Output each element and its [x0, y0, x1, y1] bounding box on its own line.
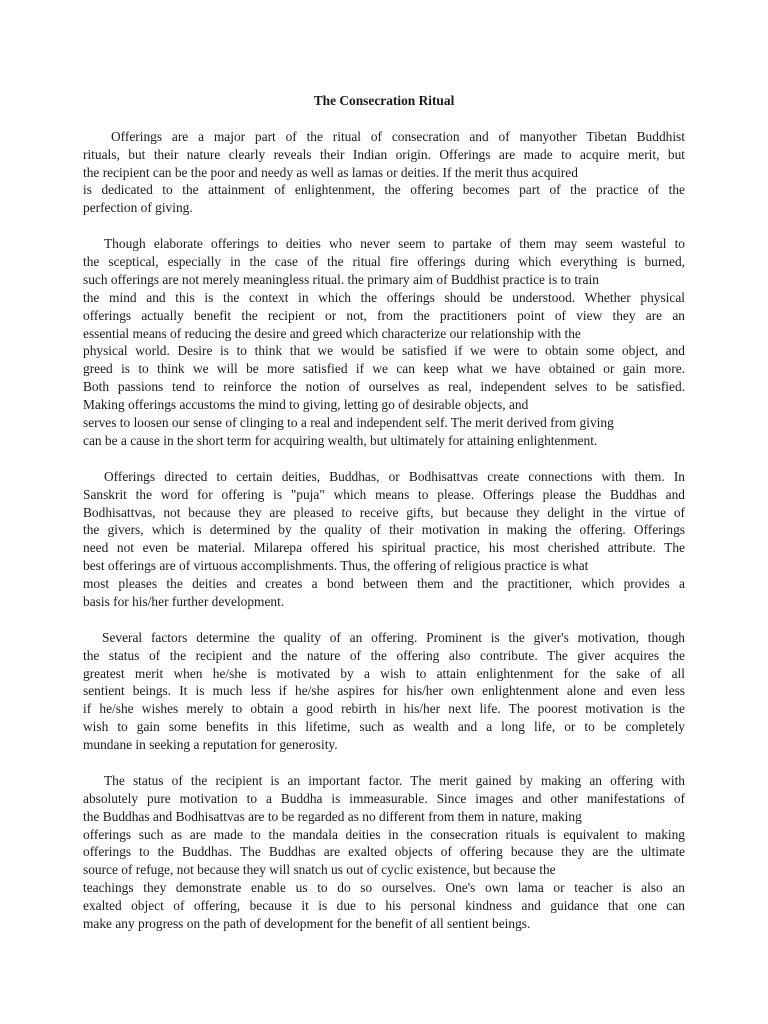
text-line: basis for his/her further development. [83, 593, 285, 609]
text-line: Offerings directed to certain deities, Buddhas, or Bodhisattvas create connections with them. In [104, 468, 685, 484]
text-line: the sceptical, especially in the case of the ritual fire offerings during which everything is burned, [83, 254, 685, 270]
text-line: Several factors determine the quality of an offering. Prominent is the giver's motivation, though [102, 629, 685, 645]
text-line: The status of the recipient is an important factor. The merit gained by making an offering with [104, 772, 685, 788]
text-line: if he/she wishes merely to obtain a good rebirth in his/her next life. The poorest motivation is the [83, 701, 685, 717]
text-line: essential means of reducing the desire and greed which characterize our relationship with the [83, 325, 581, 341]
text-line: Both passions tend to reinforce the notion of ourselves as real, independent selves to be satisfied. [83, 379, 685, 395]
text-line: the givers, which is determined by the quality of their motivation in making the offering. Offerings [83, 522, 685, 538]
text-line: make any progress on the path of development for the benefit of all sentient beings. [83, 915, 531, 931]
paragraph-status-recipient [83, 772, 685, 933]
text-line: the Buddhas and Bodhisattvas are to be regarded as no different from them in nature, making [83, 808, 582, 824]
paragraph-elaborate-offerings [83, 235, 685, 450]
text-line: source of refuge, not because they will snatch us out of cyclic existence, but because the [83, 862, 556, 878]
paragraph-several-factors [83, 629, 685, 754]
text-line: rituals, but their nature clearly reveals their Indian origin. Offerings are made to acquire merit, but [83, 146, 685, 162]
text-line: greed is to think we will be more satisfied if we can keep what we have obtained or gain more. [83, 361, 685, 377]
text-line: physical world. Desire is to think that we would be satisfied if we were to obtain some object, and [83, 343, 685, 359]
text-line: is dedicated to the attainment of enlightenment, the offering becomes part of the practice of the [83, 182, 685, 198]
text-line: greatest merit when he/she is motivated by a wish to attain enlightenment for the sake of all [83, 665, 685, 681]
text-line: Though elaborate offerings to deities who never seem to partake of them may seem wasteful to [104, 236, 685, 252]
text-line: best offerings are of virtuous accomplishments. Thus, the offering of religious practice is what [83, 558, 589, 574]
document-title: The Consecration Ritual [313, 93, 455, 108]
text-line: the status of the recipient and the nature of the offering also contribute. The giver acquires the [83, 647, 685, 663]
text-line: the mind and this is the context in which the offerings should be understood. Whether physical [83, 289, 685, 305]
text-line: teachings they demonstrate enable us to do so ourselves. One's own lama or teacher is also an [83, 880, 685, 896]
text-line: most pleases the deities and creates a bond between them and the practitioner, which provides a [83, 576, 685, 592]
text-line: the recipient can be the poor and needy as well as lamas or deities. If the merit thus acquired [83, 164, 578, 180]
text-line: such offerings are not merely meaningless ritual. the primary aim of Buddhist practice is to train [83, 271, 599, 287]
text-line: Sanskrit the word for offering is "puja" which means to please. Offerings please the Buddhas and [83, 486, 685, 502]
text-line: offerings such as are made to the mandala deities in the consecration rituals is equivalent to making [83, 826, 685, 842]
paragraph-offerings-intro [83, 128, 685, 217]
paragraph-offerings-directed [83, 468, 685, 611]
text-line: sentient beings. It is much less if he/she aspires for his/her own enlightenment alone and even less [83, 683, 685, 699]
text-line: need not even be material. Milarepa offered his spiritual practice, his most cherished attribute. The [83, 540, 685, 556]
text-line: perfection of giving. [83, 200, 193, 216]
text-line: Offerings are a major part of the ritual of consecration and of manyother Tibetan Buddhist [111, 128, 685, 144]
text-line: Bodhisattvas, not because they are pleased to receive gifts, but because they delight in the virtue of [83, 504, 685, 520]
text-line: exalted object of offering, because it is due to his personal kindness and guidance that one can [83, 898, 685, 914]
text-line: offerings to the Buddhas. The Buddhas are exalted objects of offering because they are the ultimate [83, 844, 685, 860]
text-line: wish to gain some benefits in this lifetime, such as wealth and a long life, or to be completely [83, 719, 685, 735]
text-line: can be a cause in the short term for acquiring wealth, but ultimately for attaining enlightenment. [83, 432, 598, 448]
document-page [83, 92, 685, 951]
text-line: mundane in seeking a reputation for generosity. [83, 737, 338, 753]
text-line: serves to loosen our sense of clinging to a real and independent self. The merit derived from giving [83, 415, 614, 431]
text-line: Making offerings accustoms the mind to giving, letting go of desirable objects, and [83, 397, 529, 413]
text-line: offerings actually benefit the recipient or not, from the practitioners point of view they are an [83, 307, 685, 323]
text-line: absolutely pure motivation to a Buddha is immeasurable. Since images and other manifestations of [83, 790, 685, 806]
